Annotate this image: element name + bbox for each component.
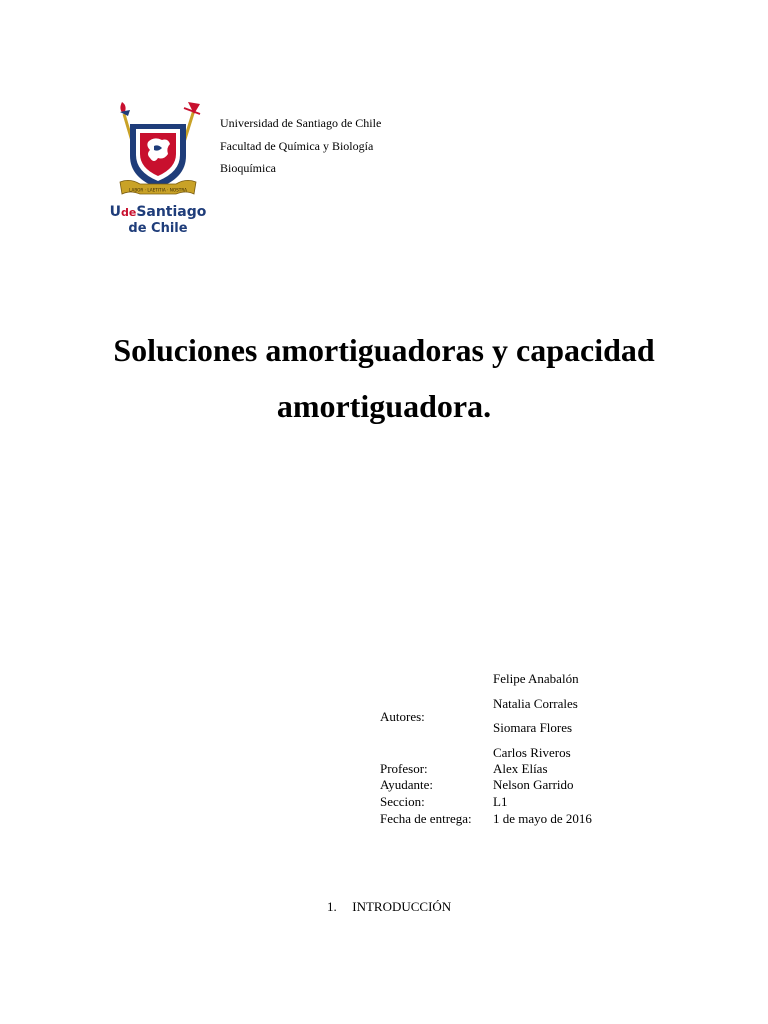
author-name: Natalia Corrales	[493, 696, 578, 711]
document-title	[0, 322, 768, 434]
professor-label: Profesor:	[380, 761, 428, 776]
ribbon-text: LABOR · LAETITIA · NOSTRA	[129, 187, 187, 193]
section-title: INTRODUCCIÓN	[352, 899, 452, 914]
author-name: Siomara Flores	[493, 720, 573, 735]
university-crest-icon	[110, 98, 206, 238]
institution-block	[220, 112, 381, 180]
authors-label: Autores:	[380, 709, 425, 724]
title-line-1: Soluciones amortiguadoras y capacidad	[113, 332, 655, 368]
due-date-label: Fecha de entrega:	[380, 811, 472, 826]
section-number: 1.	[327, 899, 337, 914]
section-value: L1	[493, 794, 508, 809]
university-logo	[110, 98, 206, 238]
logo-wordmark-line2: de Chile	[128, 221, 188, 236]
assistant-label: Ayudante:	[380, 777, 433, 792]
department-name: Bioquímica	[220, 161, 276, 175]
professor-value: Alex Elías	[493, 761, 548, 776]
author-name: Carlos Riveros	[493, 745, 571, 760]
logo-wordmark-line1: UdeSantiago	[110, 204, 206, 220]
assistant-value: Nelson Garrido	[493, 777, 574, 792]
section-heading	[327, 899, 451, 915]
title-line-2: amortiguadora.	[276, 388, 492, 424]
faculty-name: Facultad de Química y Biología	[220, 138, 374, 153]
university-name: Universidad de Santiago de Chile	[220, 116, 382, 130]
due-date-value: 1 de mayo de 2016	[493, 811, 592, 826]
section-label: Seccion:	[380, 794, 425, 809]
author-name: Felipe Anabalón	[493, 671, 579, 686]
